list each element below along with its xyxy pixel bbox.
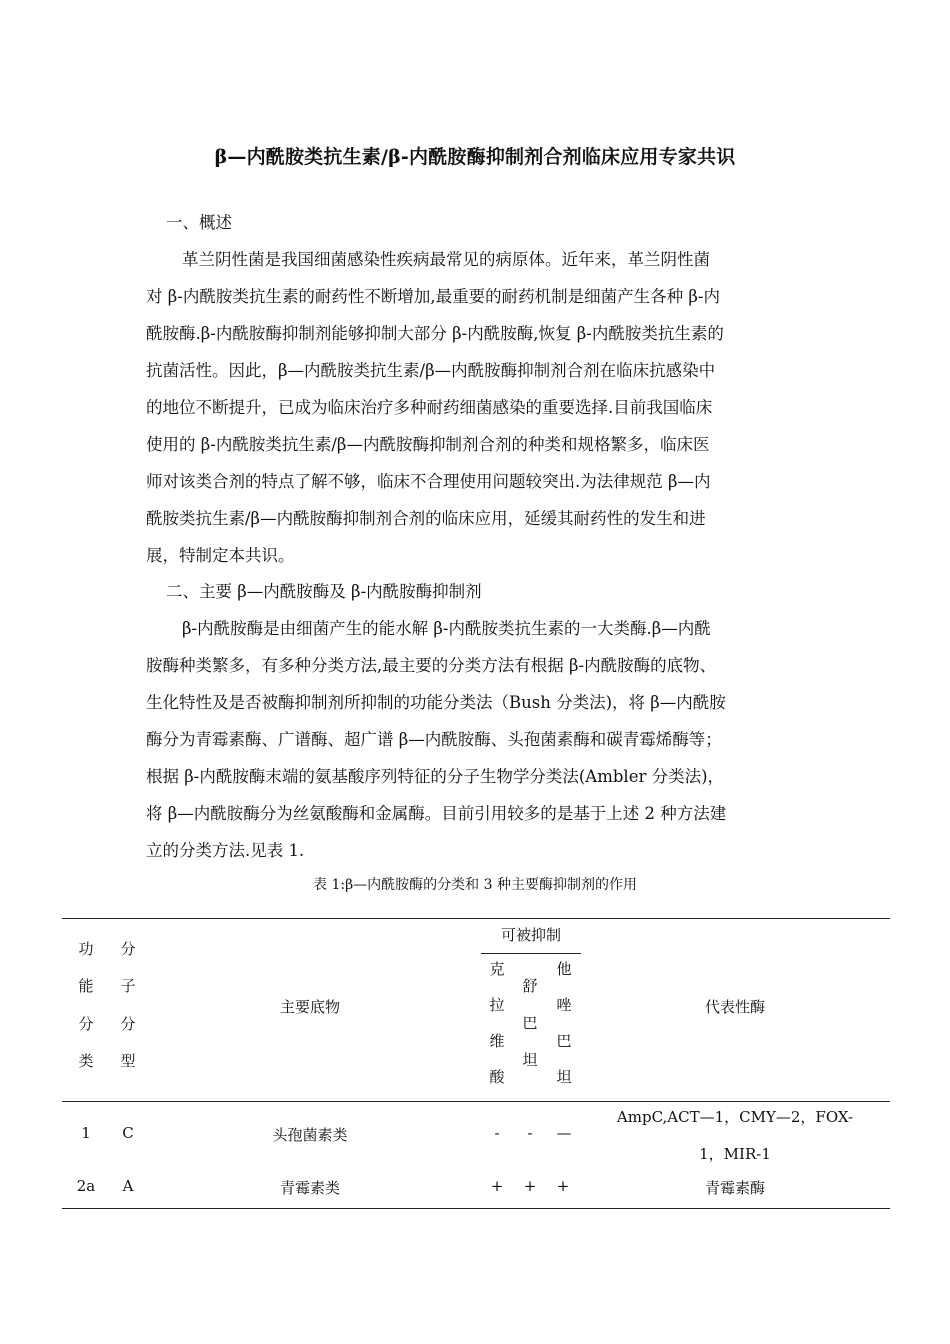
- section1-line: 革兰阴性菌是我国细菌感染性疾病最常见的病原体。近年来，革兰阴性菌: [182, 250, 710, 269]
- cell-functional: 1: [81, 1124, 91, 1142]
- section2-line: 根据 β-内酰胺酶末端的氨基酸序列特征的分子生物学分类法(Ambler 分类法)，: [146, 767, 725, 786]
- section1-line: 酰胺酶.β-内酰胺酶抑制剂能够抑制大部分 β-内酰胺酶,恢复 β-内酰胺类抗生素的: [146, 324, 724, 343]
- header-char: 坦: [556, 1068, 572, 1086]
- section2-line: 生化特性及是否被酶抑制剂所抑制的功能分类法（Bush 分类法)，将 β—内酰胺: [146, 693, 726, 712]
- header-char: 分: [120, 1015, 136, 1033]
- section2-line: 酶分为青霉素酶、广谱酶、超广谱 β—内酰胺酶、头孢菌素酶和碳青霉烯酶等；: [146, 730, 722, 749]
- header-char: 巴: [556, 1032, 572, 1050]
- table-bottom-rule: [62, 1208, 890, 1209]
- section2-line: 将 β—内酰胺酶分为丝氨酸酶和金属酶。目前引用较多的是基于上述 2 种方法建: [146, 804, 727, 823]
- section1-heading: 一、概述: [166, 213, 232, 232]
- header-char: 舒: [522, 977, 538, 995]
- section1-line: 使用的 β-内酰胺类抗生素/β—内酰胺酶抑制剂合剂的种类和规格繁多，临床医: [146, 435, 710, 454]
- section2-line: β-内酰胺酶是由细菌产生的能水解 β-内酰胺类抗生素的一大类酶.β—内酰: [182, 619, 711, 638]
- cell-molecular: C: [122, 1124, 134, 1142]
- header-char: 唑: [556, 996, 572, 1014]
- section1-line: 展，特制定本共识。: [146, 546, 295, 565]
- cell-representative: 青霉素酶: [704, 1179, 765, 1197]
- header-inhibited-group: 可被抑制: [500, 926, 561, 944]
- header-representative-enzyme: 代表性酶: [704, 998, 765, 1016]
- section2-line: 胺酶种类繁多，有多种分类方法,最主要的分类方法有根据 β-内酰胺酶的底物、: [146, 656, 717, 675]
- section2-line: 立的分类方法.见表 1.: [146, 841, 305, 860]
- section1-line: 酰胺类抗生素/β—内酰胺酶抑制剂合剂的临床应用，延缓其耐药性的发生和进: [146, 509, 706, 528]
- cell-representative: AmpC,ACT—1，CMY—2，FOX-: [616, 1108, 854, 1126]
- section1-line: 对 β-内酰胺类抗生素的耐药性不断增加,最重要的耐药机制是细菌产生各种 β-内: [146, 287, 720, 306]
- header-char: 维: [489, 1032, 505, 1050]
- section1-line: 抗菌活性。因此，β—内酰胺类抗生素/β—内酰胺酶抑制剂合剂在临床抗感染中: [146, 361, 716, 380]
- cell-clavulanic: +: [490, 1177, 504, 1195]
- header-char: 克: [489, 960, 505, 978]
- cell-tazobactam: +: [556, 1177, 570, 1195]
- header-char: 巴: [522, 1014, 538, 1032]
- cell-substrate: 青霉素类: [279, 1179, 340, 1197]
- cell-clavulanic: -: [494, 1124, 500, 1142]
- header-char: 拉: [489, 996, 505, 1014]
- header-char: 分: [78, 1015, 94, 1033]
- header-char: 酸: [489, 1068, 505, 1086]
- header-char: 功: [78, 940, 94, 958]
- header-char: 他: [556, 960, 572, 978]
- cell-representative: 1，MIR-1: [699, 1145, 771, 1163]
- table-top-rule: [62, 918, 890, 919]
- header-char: 类: [78, 1052, 94, 1070]
- cell-molecular: A: [122, 1177, 134, 1195]
- header-char: 分: [120, 940, 136, 958]
- document-title: β—内酰胺类抗生素/β-内酰胺酶抑制剂合剂临床应用专家共识: [214, 146, 736, 168]
- section1-line: 的地位不断提升，已成为临床治疗多种耐药细菌感染的重要选择.目前我国临床: [146, 398, 713, 417]
- section2-heading: 二、主要 β—内酰胺酶及 β-内酰胺酶抑制剂: [166, 582, 482, 601]
- header-char: 能: [78, 977, 94, 995]
- section1-line: 师对该类合剂的特点了解不够，临床不合理使用问题较突出.为法律规范 β—内: [146, 472, 711, 491]
- header-char: 子: [120, 977, 136, 995]
- header-substrate: 主要底物: [279, 998, 340, 1016]
- cell-sulbactam: -: [527, 1124, 533, 1142]
- cell-substrate: 头孢菌素类: [272, 1126, 348, 1144]
- cell-functional: 2a: [76, 1177, 96, 1195]
- header-char: 型: [120, 1052, 136, 1070]
- header-char: 坦: [522, 1051, 538, 1069]
- table-caption: 表 1:β—内酰胺酶的分类和 3 种主要酶抑制剂的作用: [313, 877, 637, 893]
- cell-sulbactam: +: [523, 1177, 537, 1195]
- table-header-rule: [62, 1101, 890, 1102]
- cell-tazobactam: —: [556, 1124, 572, 1142]
